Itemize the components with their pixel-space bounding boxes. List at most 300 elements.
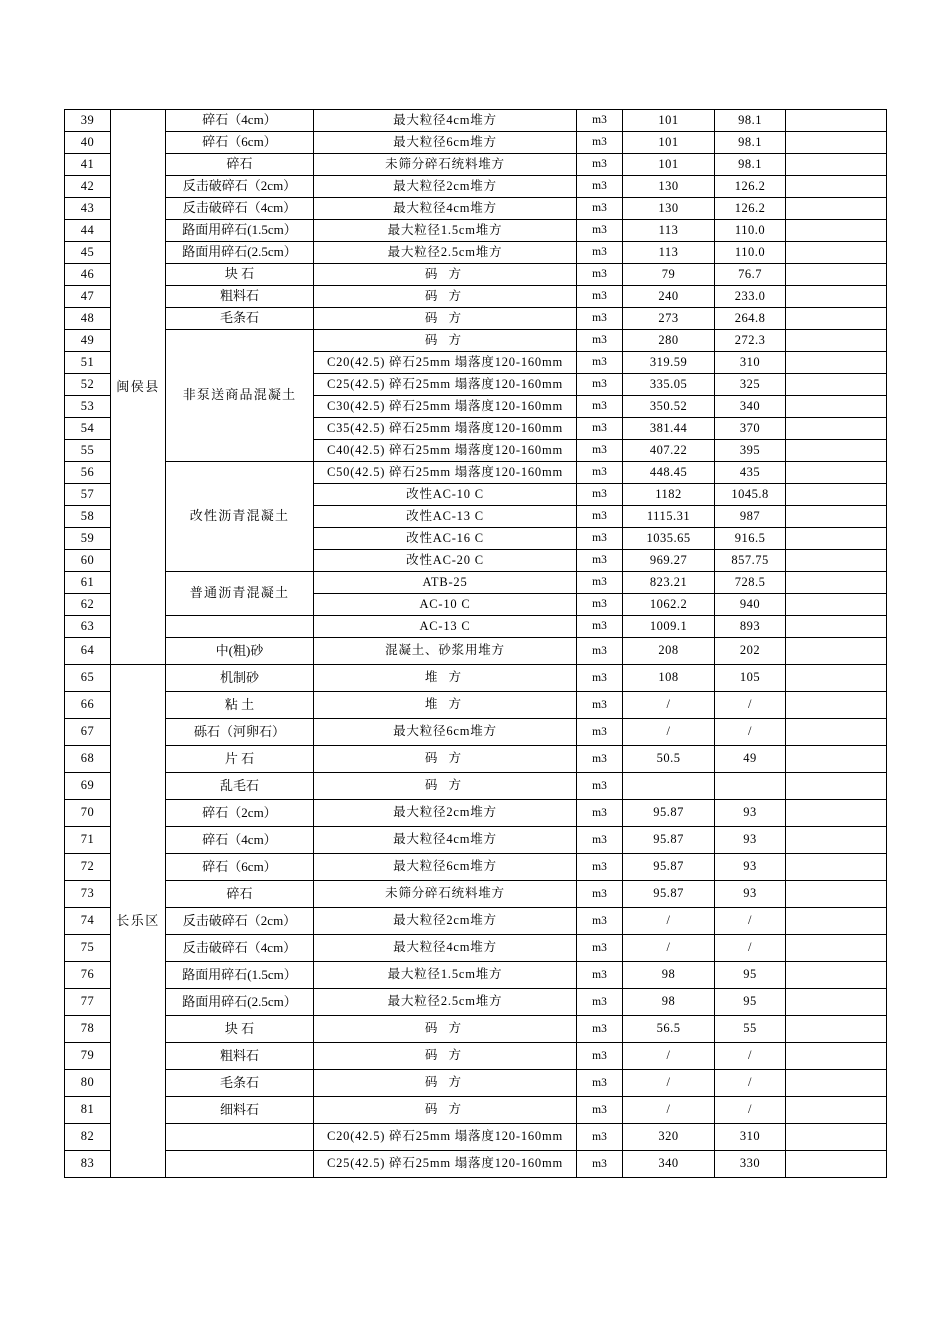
unit-cell: m3 — [577, 1124, 623, 1151]
price-value-cell: 310 — [715, 352, 786, 374]
price-value-cell: 110.0 — [715, 242, 786, 264]
price-value-cell: 95.87 — [623, 827, 715, 854]
material-name-cell: 毛条石 — [166, 1070, 314, 1097]
unit-cell: m3 — [577, 242, 623, 264]
unit-cell: m3 — [577, 616, 623, 638]
table-row — [65, 1070, 887, 1097]
material-name-cell: 碎石 — [166, 154, 314, 176]
row-index-cell: 73 — [65, 881, 111, 908]
unit-cell: m3 — [577, 418, 623, 440]
specification-cell: 混凝土、砂浆用堆方 — [314, 638, 577, 665]
unit-cell: m3 — [577, 220, 623, 242]
price-value-cell: 55 — [715, 1016, 786, 1043]
remark-cell — [786, 132, 887, 154]
specification-cell: 最大粒径1.5cm堆方 — [314, 962, 577, 989]
price-value-cell: / — [715, 719, 786, 746]
price-value-cell: 823.21 — [623, 572, 715, 594]
remark-cell — [786, 330, 887, 352]
row-index-cell: 80 — [65, 1070, 111, 1097]
row-index-cell: 61 — [65, 572, 111, 594]
price-value-cell: / — [715, 692, 786, 719]
remark-cell — [786, 854, 887, 881]
row-index-cell: 81 — [65, 1097, 111, 1124]
remark-cell — [786, 1151, 887, 1178]
price-value-cell: 233.0 — [715, 286, 786, 308]
row-index-cell: 42 — [65, 176, 111, 198]
material-name-cell: 粘 土 — [166, 692, 314, 719]
material-name-cell: 中(粗)砂 — [166, 638, 314, 665]
specification-cell: 最大粒径2cm堆方 — [314, 908, 577, 935]
remark-cell — [786, 198, 887, 220]
remark-cell — [786, 440, 887, 462]
price-value-cell: 1062.2 — [623, 594, 715, 616]
remark-cell — [786, 1043, 887, 1070]
specification-cell: C40(42.5) 碎石25mm 塌落度120-160mm — [314, 440, 577, 462]
unit-cell: m3 — [577, 110, 623, 132]
price-value-cell: 350.52 — [623, 396, 715, 418]
material-name-cell: 粗料石 — [166, 1043, 314, 1070]
row-index-cell: 64 — [65, 638, 111, 665]
table-row — [65, 1124, 887, 1151]
price-value-cell: 857.75 — [715, 550, 786, 572]
specification-cell: 码 方 — [314, 1097, 577, 1124]
unit-cell: m3 — [577, 1070, 623, 1097]
price-value-cell: 98.1 — [715, 154, 786, 176]
specification-cell: ATB-25 — [314, 572, 577, 594]
row-index-cell: 74 — [65, 908, 111, 935]
material-name-cell: 块 石 — [166, 1016, 314, 1043]
row-index-cell: 45 — [65, 242, 111, 264]
material-name-cell: 机制砂 — [166, 665, 314, 692]
price-value-cell: / — [715, 908, 786, 935]
price-value-cell: / — [623, 1097, 715, 1124]
material-name-cell: 反击破碎石（2cm） — [166, 908, 314, 935]
price-value-cell: 95.87 — [623, 854, 715, 881]
price-value-cell: 49 — [715, 746, 786, 773]
price-value-cell: 95.87 — [623, 881, 715, 908]
unit-cell: m3 — [577, 396, 623, 418]
price-value-cell: 130 — [623, 176, 715, 198]
unit-cell: m3 — [577, 308, 623, 330]
price-value-cell — [623, 773, 715, 800]
specification-cell: 最大粒径2.5cm堆方 — [314, 242, 577, 264]
remark-cell — [786, 110, 887, 132]
material-name-cell: 碎石（4cm） — [166, 110, 314, 132]
price-value-cell: / — [715, 1043, 786, 1070]
unit-cell: m3 — [577, 1151, 623, 1178]
specification-cell: 最大粒径6cm堆方 — [314, 132, 577, 154]
price-value-cell — [715, 773, 786, 800]
specification-cell: 最大粒径2cm堆方 — [314, 800, 577, 827]
specification-cell: 最大粒径4cm堆方 — [314, 198, 577, 220]
unit-cell: m3 — [577, 746, 623, 773]
row-index-cell: 83 — [65, 1151, 111, 1178]
table-row — [65, 176, 887, 198]
table-row — [65, 935, 887, 962]
row-index-cell: 69 — [65, 773, 111, 800]
table-row — [65, 719, 887, 746]
material-name-cell: 路面用碎石(1.5cm） — [166, 220, 314, 242]
table-row — [65, 962, 887, 989]
remark-cell — [786, 506, 887, 528]
price-table-container — [64, 109, 886, 1178]
unit-cell: m3 — [577, 1016, 623, 1043]
table-row — [65, 746, 887, 773]
remark-cell — [786, 665, 887, 692]
unit-cell: m3 — [577, 550, 623, 572]
table-row — [65, 989, 887, 1016]
unit-cell: m3 — [577, 800, 623, 827]
price-value-cell: 93 — [715, 827, 786, 854]
table-row — [65, 908, 887, 935]
material-name-cell: 反击破碎石（4cm） — [166, 198, 314, 220]
unit-cell: m3 — [577, 1097, 623, 1124]
price-value-cell: 79 — [623, 264, 715, 286]
specification-cell: 堆 方 — [314, 692, 577, 719]
material-group-cell: 改性沥青混凝土 — [166, 462, 314, 572]
specification-cell: 最大粒径6cm堆方 — [314, 854, 577, 881]
table-row — [65, 1016, 887, 1043]
unit-cell: m3 — [577, 935, 623, 962]
unit-cell: m3 — [577, 1043, 623, 1070]
table-row — [65, 198, 887, 220]
price-value-cell: / — [623, 1070, 715, 1097]
unit-cell: m3 — [577, 665, 623, 692]
price-value-cell: 1045.8 — [715, 484, 786, 506]
price-value-cell: 916.5 — [715, 528, 786, 550]
price-value-cell: / — [623, 908, 715, 935]
remark-cell — [786, 418, 887, 440]
material-name-cell — [166, 1124, 314, 1151]
specification-cell: 最大粒径1.5cm堆方 — [314, 220, 577, 242]
row-index-cell: 40 — [65, 132, 111, 154]
row-index-cell: 58 — [65, 506, 111, 528]
row-index-cell: 55 — [65, 440, 111, 462]
material-name-cell: 路面用碎石(2.5cm） — [166, 242, 314, 264]
specification-cell: 码 方 — [314, 330, 577, 352]
material-name-cell: 碎石（6cm） — [166, 132, 314, 154]
row-index-cell: 76 — [65, 962, 111, 989]
price-value-cell: 93 — [715, 854, 786, 881]
specification-cell: 最大粒径2cm堆方 — [314, 176, 577, 198]
remark-cell — [786, 462, 887, 484]
row-index-cell: 70 — [65, 800, 111, 827]
unit-cell: m3 — [577, 638, 623, 665]
row-index-cell: 57 — [65, 484, 111, 506]
price-value-cell: 395 — [715, 440, 786, 462]
unit-cell: m3 — [577, 132, 623, 154]
price-value-cell: 320 — [623, 1124, 715, 1151]
price-value-cell: 987 — [715, 506, 786, 528]
price-value-cell: 407.22 — [623, 440, 715, 462]
price-value-cell: 50.5 — [623, 746, 715, 773]
price-value-cell: 126.2 — [715, 198, 786, 220]
table-row — [65, 1043, 887, 1070]
remark-cell — [786, 989, 887, 1016]
unit-cell: m3 — [577, 198, 623, 220]
material-name-cell — [166, 616, 314, 638]
price-value-cell: 130 — [623, 198, 715, 220]
specification-cell: C35(42.5) 碎石25mm 塌落度120-160mm — [314, 418, 577, 440]
material-name-cell: 块 石 — [166, 264, 314, 286]
row-index-cell: 53 — [65, 396, 111, 418]
table-body — [65, 110, 887, 1178]
price-value-cell: 340 — [715, 396, 786, 418]
specification-cell: 未筛分碎石统料堆方 — [314, 154, 577, 176]
specification-cell: 码 方 — [314, 264, 577, 286]
row-index-cell: 63 — [65, 616, 111, 638]
price-value-cell: 310 — [715, 1124, 786, 1151]
region-cell: 闽侯县 — [111, 110, 166, 665]
price-value-cell: 110.0 — [715, 220, 786, 242]
price-value-cell: 1115.31 — [623, 506, 715, 528]
price-value-cell: 435 — [715, 462, 786, 484]
specification-cell: 改性AC-13 C — [314, 506, 577, 528]
remark-cell — [786, 1124, 887, 1151]
unit-cell: m3 — [577, 176, 623, 198]
price-value-cell: 101 — [623, 110, 715, 132]
remark-cell — [786, 374, 887, 396]
material-name-cell: 碎石（4cm） — [166, 827, 314, 854]
row-index-cell: 54 — [65, 418, 111, 440]
specification-cell: C25(42.5) 碎石25mm 塌落度120-160mm — [314, 374, 577, 396]
price-value-cell: 969.27 — [623, 550, 715, 572]
remark-cell — [786, 550, 887, 572]
table-row — [65, 827, 887, 854]
remark-cell — [786, 827, 887, 854]
remark-cell — [786, 638, 887, 665]
remark-cell — [786, 154, 887, 176]
row-index-cell: 46 — [65, 264, 111, 286]
price-value-cell: 98 — [623, 989, 715, 1016]
unit-cell: m3 — [577, 484, 623, 506]
row-index-cell: 56 — [65, 462, 111, 484]
material-name-cell: 砾石（河卵石） — [166, 719, 314, 746]
price-value-cell: 893 — [715, 616, 786, 638]
specification-cell: 改性AC-20 C — [314, 550, 577, 572]
price-value-cell: 113 — [623, 242, 715, 264]
specification-cell: 码 方 — [314, 286, 577, 308]
price-value-cell: 280 — [623, 330, 715, 352]
remark-cell — [786, 800, 887, 827]
price-value-cell: 240 — [623, 286, 715, 308]
price-value-cell: 264.8 — [715, 308, 786, 330]
price-value-cell: 98.1 — [715, 132, 786, 154]
price-value-cell: 56.5 — [623, 1016, 715, 1043]
row-index-cell: 75 — [65, 935, 111, 962]
price-value-cell: / — [623, 935, 715, 962]
table-row — [65, 264, 887, 286]
row-index-cell: 60 — [65, 550, 111, 572]
price-value-cell: 76.7 — [715, 264, 786, 286]
material-name-cell: 碎石（2cm） — [166, 800, 314, 827]
remark-cell — [786, 594, 887, 616]
row-index-cell: 78 — [65, 1016, 111, 1043]
material-name-cell: 反击破碎石（2cm） — [166, 176, 314, 198]
price-value-cell: 319.59 — [623, 352, 715, 374]
price-value-cell: 202 — [715, 638, 786, 665]
unit-cell: m3 — [577, 719, 623, 746]
material-group-cell: 普通沥青混凝土 — [166, 572, 314, 616]
remark-cell — [786, 308, 887, 330]
table-row — [65, 242, 887, 264]
price-value-cell: 1035.65 — [623, 528, 715, 550]
table-row — [65, 665, 887, 692]
material-name-cell: 片 石 — [166, 746, 314, 773]
unit-cell: m3 — [577, 827, 623, 854]
price-value-cell: 370 — [715, 418, 786, 440]
row-index-cell: 52 — [65, 374, 111, 396]
specification-cell: AC-13 C — [314, 616, 577, 638]
material-name-cell: 碎石 — [166, 881, 314, 908]
unit-cell: m3 — [577, 506, 623, 528]
remark-cell — [786, 719, 887, 746]
specification-cell: 改性AC-16 C — [314, 528, 577, 550]
remark-cell — [786, 264, 887, 286]
row-index-cell: 49 — [65, 330, 111, 352]
price-value-cell: 335.05 — [623, 374, 715, 396]
row-index-cell: 72 — [65, 854, 111, 881]
price-value-cell: / — [715, 1070, 786, 1097]
specification-cell: C25(42.5) 碎石25mm 塌落度120-160mm — [314, 1151, 577, 1178]
price-value-cell: 273 — [623, 308, 715, 330]
row-index-cell: 48 — [65, 308, 111, 330]
unit-cell: m3 — [577, 854, 623, 881]
specification-cell: 码 方 — [314, 308, 577, 330]
table-row — [65, 330, 887, 352]
row-index-cell: 68 — [65, 746, 111, 773]
price-value-cell: / — [623, 692, 715, 719]
price-value-cell: / — [623, 719, 715, 746]
table-row — [65, 1097, 887, 1124]
table-row — [65, 132, 887, 154]
price-value-cell: / — [715, 1097, 786, 1124]
unit-cell: m3 — [577, 352, 623, 374]
row-index-cell: 47 — [65, 286, 111, 308]
table-row — [65, 110, 887, 132]
material-name-cell: 路面用碎石(2.5cm） — [166, 989, 314, 1016]
row-index-cell: 62 — [65, 594, 111, 616]
specification-cell: 最大粒径4cm堆方 — [314, 110, 577, 132]
table-row — [65, 800, 887, 827]
specification-cell: 最大粒径2.5cm堆方 — [314, 989, 577, 1016]
remark-cell — [786, 746, 887, 773]
row-index-cell: 59 — [65, 528, 111, 550]
unit-cell: m3 — [577, 773, 623, 800]
unit-cell: m3 — [577, 908, 623, 935]
material-price-table — [64, 109, 887, 1178]
specification-cell: C20(42.5) 碎石25mm 塌落度120-160mm — [314, 1124, 577, 1151]
row-index-cell: 44 — [65, 220, 111, 242]
remark-cell — [786, 692, 887, 719]
specification-cell: 未筛分碎石统料堆方 — [314, 881, 577, 908]
price-value-cell: 95 — [715, 989, 786, 1016]
unit-cell: m3 — [577, 528, 623, 550]
material-name-cell: 乱毛石 — [166, 773, 314, 800]
row-index-cell: 65 — [65, 665, 111, 692]
unit-cell: m3 — [577, 572, 623, 594]
price-value-cell: 95 — [715, 962, 786, 989]
specification-cell: 最大粒径6cm堆方 — [314, 719, 577, 746]
price-value-cell: 108 — [623, 665, 715, 692]
price-value-cell: 105 — [715, 665, 786, 692]
table-row — [65, 308, 887, 330]
material-name-cell: 毛条石 — [166, 308, 314, 330]
specification-cell: 堆 方 — [314, 665, 577, 692]
unit-cell: m3 — [577, 692, 623, 719]
material-name-cell: 路面用碎石(1.5cm） — [166, 962, 314, 989]
remark-cell — [786, 176, 887, 198]
row-index-cell: 41 — [65, 154, 111, 176]
material-name-cell: 细料石 — [166, 1097, 314, 1124]
unit-cell: m3 — [577, 881, 623, 908]
table-row — [65, 692, 887, 719]
table-row — [65, 572, 887, 594]
unit-cell: m3 — [577, 286, 623, 308]
remark-cell — [786, 528, 887, 550]
price-value-cell: 325 — [715, 374, 786, 396]
price-value-cell: 93 — [715, 881, 786, 908]
row-index-cell: 67 — [65, 719, 111, 746]
price-value-cell: 272.3 — [715, 330, 786, 352]
unit-cell: m3 — [577, 264, 623, 286]
material-group-cell: 非泵送商品混凝土 — [166, 330, 314, 462]
price-value-cell: / — [715, 935, 786, 962]
table-row — [65, 154, 887, 176]
table-row — [65, 881, 887, 908]
specification-cell: 码 方 — [314, 1043, 577, 1070]
table-row — [65, 616, 887, 638]
remark-cell — [786, 616, 887, 638]
unit-cell: m3 — [577, 440, 623, 462]
table-row — [65, 638, 887, 665]
material-group-cell — [166, 1151, 314, 1178]
specification-cell: 码 方 — [314, 773, 577, 800]
price-value-cell: 381.44 — [623, 418, 715, 440]
region-cell: 长乐区 — [111, 665, 166, 1178]
remark-cell — [786, 908, 887, 935]
price-value-cell: 340 — [623, 1151, 715, 1178]
price-value-cell: 448.45 — [623, 462, 715, 484]
row-index-cell: 79 — [65, 1043, 111, 1070]
remark-cell — [786, 1016, 887, 1043]
table-row — [65, 220, 887, 242]
row-index-cell: 39 — [65, 110, 111, 132]
remark-cell — [786, 242, 887, 264]
material-name-cell: 粗料石 — [166, 286, 314, 308]
specification-cell: 最大粒径4cm堆方 — [314, 827, 577, 854]
price-value-cell: 330 — [715, 1151, 786, 1178]
table-row — [65, 286, 887, 308]
unit-cell: m3 — [577, 962, 623, 989]
specification-cell: 改性AC-10 C — [314, 484, 577, 506]
price-value-cell: 101 — [623, 132, 715, 154]
price-value-cell: 113 — [623, 220, 715, 242]
remark-cell — [786, 881, 887, 908]
row-index-cell: 77 — [65, 989, 111, 1016]
unit-cell: m3 — [577, 462, 623, 484]
remark-cell — [786, 286, 887, 308]
unit-cell: m3 — [577, 594, 623, 616]
remark-cell — [786, 220, 887, 242]
material-name-cell: 碎石（6cm） — [166, 854, 314, 881]
specification-cell: 最大粒径4cm堆方 — [314, 935, 577, 962]
remark-cell — [786, 1097, 887, 1124]
price-value-cell: 126.2 — [715, 176, 786, 198]
remark-cell — [786, 484, 887, 506]
table-row — [65, 462, 887, 484]
price-value-cell: 728.5 — [715, 572, 786, 594]
